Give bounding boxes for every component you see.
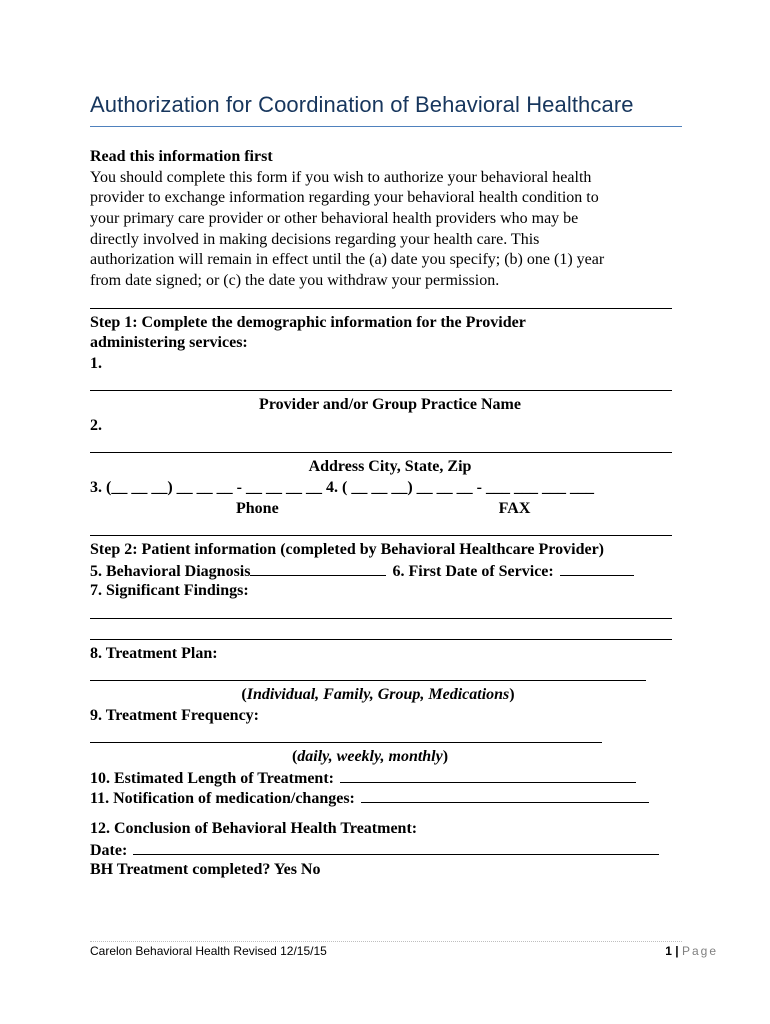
step1-heading-cont: administering services: bbox=[90, 334, 248, 352]
frequency-field[interactable] bbox=[90, 726, 690, 747]
phone-label: Phone bbox=[236, 499, 279, 517]
length-row bbox=[90, 768, 690, 789]
medication-field[interactable] bbox=[361, 788, 649, 803]
treatment-plan-label: 8. Treatment Plan: bbox=[90, 644, 218, 662]
page-number: 1 bbox=[665, 944, 672, 958]
intro-line: You should complete this form if you wish to authorize your behavioral health bbox=[90, 168, 592, 186]
title-underline bbox=[90, 126, 682, 127]
phone-fax-field[interactable]: 3. (__ __ __) __ __ __ - __ __ __ __ 4. ( __ __ __) __ __ __ - ___ ___ ___ ___ bbox=[90, 479, 594, 496]
medication-row bbox=[90, 788, 690, 809]
conclusion-label: 12. Conclusion of Behavioral Health Treatment: bbox=[90, 820, 418, 837]
diagnosis-row bbox=[90, 561, 690, 582]
phone-fax-labels bbox=[90, 499, 690, 520]
frequency-label: 9. Treatment Frequency: bbox=[90, 706, 260, 724]
length-label: 10. Estimated Length of Treatment: bbox=[90, 769, 334, 787]
intro-line: from date signed; or (c) the date you withdraw your permission. bbox=[90, 272, 500, 290]
footer-revision: Carelon Behavioral Health Revised 12/15/15 bbox=[90, 944, 327, 958]
fax-label: FAX bbox=[498, 499, 531, 517]
bh-completed-question[interactable]: BH Treatment completed? Yes No bbox=[90, 861, 321, 879]
diagnosis-label: 5. Behavioral Diagnosis bbox=[90, 562, 251, 580]
diagnosis-field[interactable] bbox=[250, 561, 386, 576]
step1-heading: Step 1: Complete the demographic information for the Provider bbox=[90, 313, 526, 331]
intro-line: your primary care provider or other behavioral health providers who may be bbox=[90, 210, 579, 228]
treatment-plan-field[interactable] bbox=[90, 664, 690, 685]
frequency-hint: (daily, weekly, monthly) bbox=[291, 747, 449, 765]
date-field[interactable] bbox=[133, 840, 659, 855]
medication-label: 11. Notification of medication/changes: bbox=[90, 790, 355, 808]
address-caption: Address City, State, Zip bbox=[308, 458, 472, 476]
findings-field-1[interactable] bbox=[90, 602, 690, 623]
length-field[interactable] bbox=[340, 768, 636, 783]
frequency-hint-text: daily, weekly, monthly bbox=[297, 747, 443, 765]
document-title: Authorization for Coordination of Behavioral Healthcare bbox=[90, 92, 634, 117]
footer-page-indicator bbox=[665, 944, 718, 958]
treatment-plan-hint-text: Individual, Family, Group, Medications bbox=[246, 685, 510, 703]
spacer bbox=[90, 809, 690, 819]
page-word: Page bbox=[681, 944, 718, 958]
intro-line: directly involved in making decisions regarding your health care. This bbox=[90, 230, 540, 248]
provider-name-caption: Provider and/or Group Practice Name bbox=[259, 396, 521, 414]
footer-divider bbox=[90, 941, 682, 942]
first-date-label: 6. First Date of Service: bbox=[392, 562, 554, 580]
date-row bbox=[90, 840, 690, 861]
intro-line: provider to exchange information regarding your behavioral health condition to bbox=[90, 189, 599, 207]
step2-heading: Step 2: Patient information (completed by Behavioral Healthcare Provider) bbox=[90, 541, 604, 559]
date-label: Date: bbox=[90, 841, 128, 859]
section-divider bbox=[90, 292, 690, 313]
intro-line: authorization will remain in effect until the (a) date you specify; (b) one (1) year bbox=[90, 251, 605, 269]
treatment-plan-hint: (Individual, Family, Group, Medications) bbox=[241, 685, 515, 703]
provider-name-field[interactable] bbox=[90, 375, 690, 396]
item2-number: 2. bbox=[90, 416, 102, 434]
address-field[interactable] bbox=[90, 437, 690, 458]
page-separator: | bbox=[675, 944, 679, 958]
form-body bbox=[90, 147, 690, 881]
findings-label: 7. Significant Findings: bbox=[90, 582, 249, 600]
section-divider bbox=[90, 519, 690, 540]
findings-field-2[interactable] bbox=[90, 623, 690, 644]
first-date-field[interactable] bbox=[560, 561, 634, 576]
item1-number: 1. bbox=[90, 354, 102, 372]
intro-heading: Read this information first bbox=[90, 148, 273, 165]
